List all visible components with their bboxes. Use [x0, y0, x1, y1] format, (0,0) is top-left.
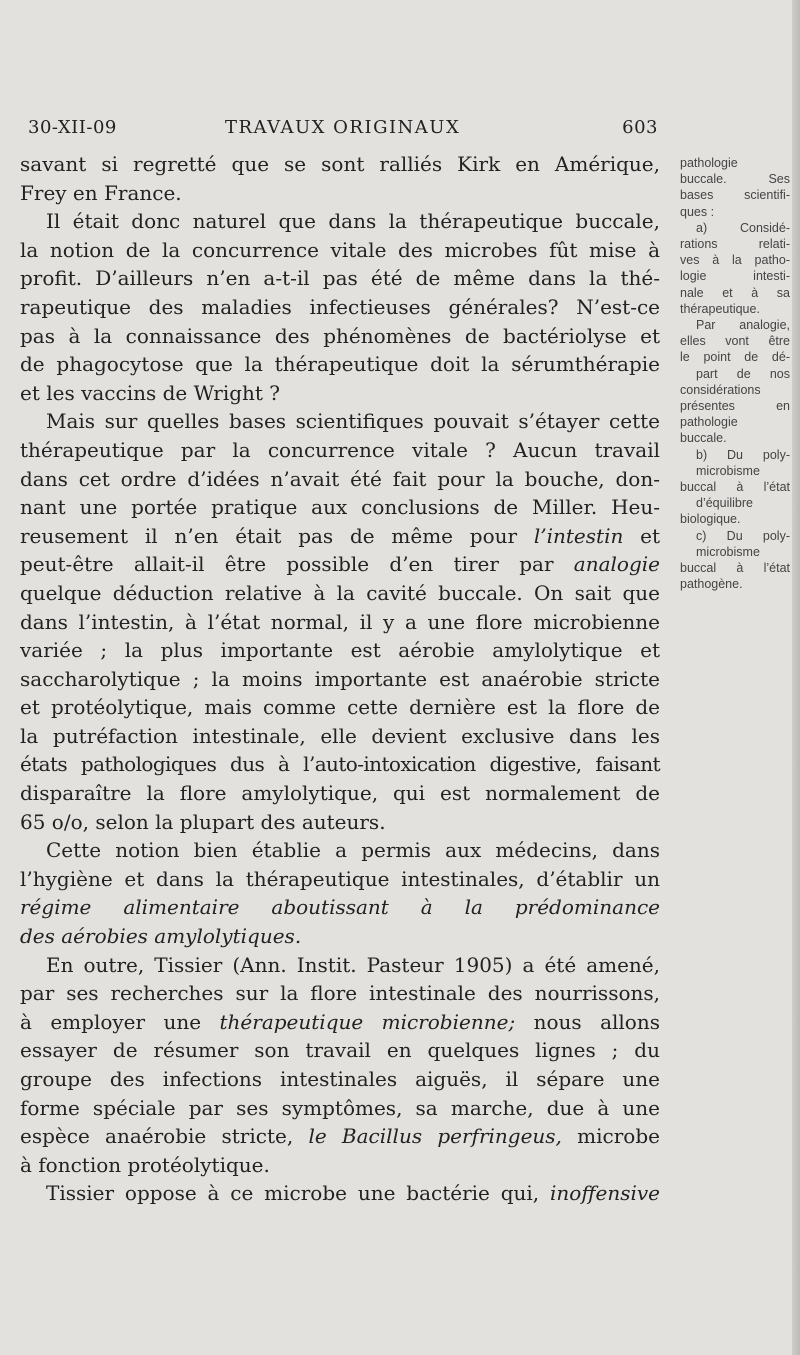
text-run: reusement il n’en était pas de même pour — [20, 523, 534, 548]
text-run: peut-être allait-il être possible d’en tirer par — [20, 552, 574, 577]
italic-term: le Bacillus perfringeus, — [308, 1124, 562, 1149]
margin-line: buccal à l’état — [680, 561, 790, 576]
text-line — [20, 522, 660, 551]
text-line — [20, 1008, 660, 1037]
italic-line: des aérobies amylolytiques. — [20, 924, 302, 949]
text-line: nant une portée pratique aux conclusions de Miller. Heu- — [20, 495, 660, 520]
text-run: et — [623, 523, 660, 548]
text-run: à employer une — [20, 1009, 220, 1034]
text-line: Mais sur quelles bases scientifiques pouvait s’étayer cette — [46, 409, 660, 434]
margin-line: a) Considé- — [696, 220, 790, 235]
margin-line: présentes en — [680, 399, 790, 414]
page-edge — [792, 0, 800, 1355]
header-date: 30-XII-09 — [28, 117, 117, 138]
margin-line: buccale. — [680, 431, 727, 446]
text-line: disparaître la flore amylolytique, qui est normalement de — [20, 781, 660, 806]
main-text — [20, 150, 660, 1208]
text-line: saccharolytique ; la moins importante est anaérobie stricte — [20, 666, 660, 691]
text-line — [20, 1179, 660, 1208]
text-line: pas à la connaissance des phénomènes de bactériolyse et — [20, 323, 660, 348]
text-run: microbe — [561, 1124, 660, 1149]
text-line: Il était donc naturel que dans la thérapeutique buccale, — [46, 209, 660, 234]
margin-line: pathologie — [680, 156, 738, 170]
margin-line: thérapeutique. — [680, 301, 760, 316]
margin-line: pathologie — [680, 415, 738, 430]
margin-line: b) Du poly- — [696, 447, 790, 462]
margin-line: Par analogie, — [696, 318, 790, 333]
margin-line: rations relati- — [680, 237, 790, 252]
text-line: variée ; la plus importante est aérobie amylolytique et — [20, 638, 660, 663]
text-line: quelque déduction relative à la cavité buccale. On sait que — [20, 580, 660, 605]
italic-term: analogie — [573, 552, 660, 577]
margin-line: ves à la patho- — [680, 253, 790, 268]
margin-line: biologique. — [680, 512, 741, 527]
text-line: savant si regretté que se sont ralliés Kirk en Amérique, — [20, 152, 660, 176]
text-line: états pathologiques dus à l’auto-intoxication digestive, faisant — [20, 752, 660, 777]
text-run: nous allons — [515, 1009, 660, 1034]
text-line: l’hygiène et dans la thérapeutique intestinales, d’établir un — [20, 866, 660, 891]
margin-line: buccale. Ses — [680, 172, 790, 187]
text-line: par ses recherches sur la flore intestinale des nourrissons, — [20, 981, 660, 1006]
text-line: de phagocytose que la thérapeutique doit la sérumthérapie — [20, 352, 660, 377]
text-line: la notion de la concurrence vitale des microbes fût mise à — [20, 237, 660, 262]
margin-line: microbisme — [696, 463, 760, 478]
margin-line: pathogène. — [680, 577, 743, 592]
italic-term: l’intestin — [533, 523, 624, 548]
italic-term: thérapeutique microbienne; — [219, 1009, 516, 1034]
margin-line: nale et à sa — [680, 285, 790, 300]
margin-line: microbisme — [696, 544, 760, 559]
text-line: et les vaccins de Wright ? — [20, 380, 281, 405]
text-line: et protéolytique, mais comme cette dernière est la flore de — [20, 695, 660, 720]
margin-line: c) Du poly- — [696, 528, 790, 543]
text-line: rapeutique des maladies infectieuses générales? N’est-ce — [20, 294, 660, 319]
margin-line: ques : — [680, 204, 715, 219]
text-line — [20, 1122, 660, 1151]
text-line: dans cet ordre d’idées n’avait été fait pour la bouche, don- — [20, 466, 660, 491]
text-line: thérapeutique par la concurrence vitale ? Aucun travail — [20, 437, 660, 462]
italic-term: inoffensive — [550, 1181, 660, 1206]
text-line: 65 o/o, selon la plupart des auteurs. — [20, 809, 386, 834]
text-line: essayer de résumer son travail en quelques lignes ; du — [20, 1038, 660, 1063]
text-line: Frey en France. — [20, 180, 182, 205]
text-line: forme spéciale par ses symptômes, sa marche, due à une — [20, 1095, 660, 1120]
text-line: profit. D’ailleurs n’en a-t-il pas été de même dans la thé- — [20, 266, 660, 291]
page-number: 603 — [622, 117, 658, 138]
text-line: groupe des infections intestinales aiguës, il sépare une — [20, 1067, 660, 1091]
text-line — [20, 550, 660, 579]
margin-line: elles vont être — [680, 334, 790, 349]
italic-line: régime alimentaire aboutissant à la prédominance — [20, 895, 660, 920]
text-line: la putréfaction intestinale, elle devient exclusive dans les — [20, 723, 660, 748]
header-title: TRAVAUX ORIGINAUX — [225, 117, 461, 138]
margin-line: part de nos — [696, 366, 790, 381]
margin-notes — [680, 155, 790, 592]
text-line: à fonction protéolytique. — [20, 1152, 270, 1177]
margin-line: d’équilibre — [696, 496, 753, 511]
text-run: Tissier oppose à ce microbe une bactérie qui, — [46, 1181, 550, 1206]
text-run: espèce anaérobie stricte, — [20, 1124, 309, 1149]
margin-line: buccal à l’état — [680, 480, 790, 495]
margin-line: le point de dé- — [680, 350, 790, 365]
running-header — [28, 117, 658, 141]
margin-line: considérations — [680, 382, 761, 397]
text-line: En outre, Tissier (Ann. Instit. Pasteur 1905) a été amené, — [46, 952, 660, 977]
text-line: dans l’intestin, à l’état normal, il y a une flore microbienne — [20, 609, 660, 634]
margin-line: bases scientifi- — [680, 188, 790, 203]
margin-line: logie intesti- — [680, 269, 790, 284]
text-line: Cette notion bien établie a permis aux médecins, dans — [46, 838, 660, 863]
